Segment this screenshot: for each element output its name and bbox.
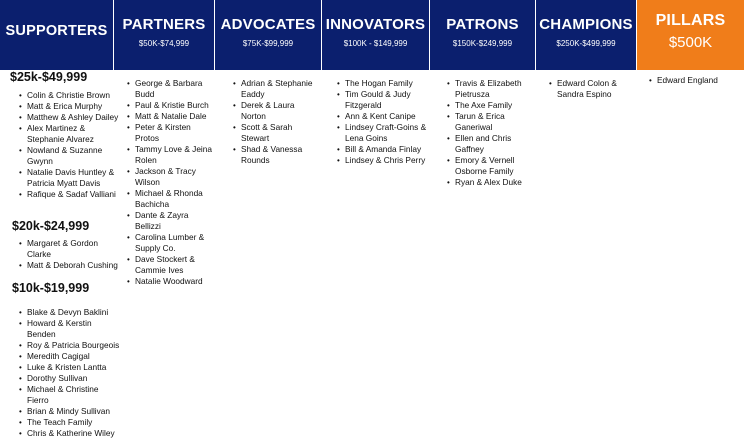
tier-header-innovators (322, 0, 430, 70)
donor-list (126, 78, 212, 287)
tier-title: SUPPORTERS (5, 23, 108, 39)
donor-name: • Ann & Kent Canipe (336, 111, 428, 122)
tier-header-pillars (637, 0, 744, 70)
donor-list (10, 307, 120, 439)
tier-range: $150K-$249,999 (452, 39, 513, 48)
donor-name: • The Teach Family (18, 417, 120, 428)
tier-range: $75K-$99,999 (242, 39, 294, 48)
champions-column (548, 78, 634, 100)
advocates-column (232, 78, 316, 166)
patrons-column (446, 78, 534, 188)
band-label: $25k-$49,999 (10, 70, 88, 84)
donor-name: • Ellen and Chris Gaffney (446, 133, 534, 155)
pillars-column (648, 75, 742, 86)
donor-name: • Dante & Zayra Bellizzi (126, 210, 212, 232)
donor-name: • Meredith Cagigal (18, 351, 120, 362)
donor-name: • Carolina Lumber & Supply Co. (126, 232, 212, 254)
donor-name: • Dave Stockert & Cammie Ives (126, 254, 212, 276)
donor-name: • Peter & Kirsten Protos (126, 122, 212, 144)
band-label: $10k-$19,999 (12, 281, 90, 295)
donor-name: • Matthew & Ashley Dailey (18, 112, 120, 123)
donor-name: • Matt & Deborah Cushing (18, 260, 120, 271)
donor-name: • Roy & Patricia Bourgeois (18, 340, 120, 351)
donor-name: • Luke & Kristen Lantta (18, 362, 120, 373)
tier-range: $50K-$74,999 (138, 39, 190, 48)
donor-name: • Alex Martinez & Stephanie Alvarez (18, 123, 120, 145)
band-list (10, 238, 120, 271)
tier-title: PARTNERS (122, 16, 206, 33)
donor-name: • Brian & Mindy Sullivan (18, 406, 120, 417)
innovators-column (336, 78, 428, 166)
donor-name: • Travis & Elizabeth Pietrusza (446, 78, 534, 100)
donor-list (232, 78, 316, 166)
tier-title: INNOVATORS (325, 16, 426, 33)
tier-title: ADVOCATES (220, 16, 316, 33)
donor-name: • Lindsey Craft-Goins & Lena Goins (336, 122, 428, 144)
donor-name: • Ryan & Alex Duke (446, 177, 534, 188)
tier-header-champions (536, 0, 637, 70)
donor-name: • Derek & Laura Norton (232, 100, 316, 122)
tier-title: CHAMPIONS (539, 16, 633, 33)
donor-name: • Tim Gould & Judy Fitzgerald (336, 89, 428, 111)
donor-name: • Shad & Vanessa Rounds (232, 144, 316, 166)
tier-range: $100K - $149,999 (343, 39, 408, 48)
band-list (10, 90, 120, 200)
donor-name: • Adrian & Stephanie Eaddy (232, 78, 316, 100)
donor-name: • Michael & Christine Fierro (18, 384, 120, 406)
donor-name: • George & Barbara Budd (126, 78, 212, 100)
donor-name: • Edward Colon & Sandra Espino (548, 78, 634, 100)
donor-name: • Natalie Davis Huntley & Patricia Myatt Davis (18, 167, 120, 189)
tier-header-advocates (215, 0, 322, 70)
donor-name: • Tammy Love & Jeina Rolen (126, 144, 212, 166)
donor-name: • Paul & Kristie Burch (126, 100, 212, 111)
donor-list (10, 90, 120, 200)
tier-range: $250K-$499,999 (556, 39, 616, 48)
donor-name: • The Hogan Family (336, 78, 428, 89)
donor-name: • Nowland & Suzanne Gwynn (18, 145, 120, 167)
donor-list (548, 78, 634, 100)
donor-name: • Matt & Natalie Dale (126, 111, 212, 122)
tier-title: PILLARS (655, 12, 726, 29)
donor-name: • Rafique & Sadaf Valliani (18, 189, 120, 200)
band-list (10, 307, 120, 439)
donor-name: • Blake & Devyn Baklini (18, 307, 120, 318)
tier-title: PATRONS (446, 16, 519, 33)
donor-name: • Chris & Katherine Wiley (18, 428, 120, 439)
tier-header-patrons (430, 0, 536, 70)
donor-name: • Howard & Kerstin Benden (18, 318, 120, 340)
donor-list (10, 238, 120, 271)
donor-name: • Matt & Erica Murphy (18, 101, 120, 112)
donor-list (336, 78, 428, 166)
donor-name: • Lindsey & Chris Perry (336, 155, 428, 166)
tier-header-supporters (0, 0, 114, 70)
donor-name: • Michael & Rhonda Bachicha (126, 188, 212, 210)
donor-name: • Scott & Sarah Stewart (232, 122, 316, 144)
band-label: $20k-$24,999 (12, 219, 90, 233)
donor-name: • Tarun & Erica Ganeriwal (446, 111, 534, 133)
donor-list (648, 75, 742, 86)
donor-name: • Edward England (648, 75, 742, 86)
donor-name: • Jackson & Tracy Wilson (126, 166, 212, 188)
donor-name: • Dorothy Sullivan (18, 373, 120, 384)
donor-name: • Colin & Christie Brown (18, 90, 120, 101)
tier-range: $500K (668, 34, 713, 51)
tier-header-partners (114, 0, 215, 70)
donor-name: • Margaret & Gordon Clarke (18, 238, 120, 260)
donor-name: • Emory & Vernell Osborne Family (446, 155, 534, 177)
donor-list (446, 78, 534, 188)
partners-column (126, 78, 212, 287)
donor-name: • Bill & Amanda Finlay (336, 144, 428, 155)
donor-name: • The Axe Family (446, 100, 534, 111)
donor-name: • Natalie Woodward (126, 276, 212, 287)
